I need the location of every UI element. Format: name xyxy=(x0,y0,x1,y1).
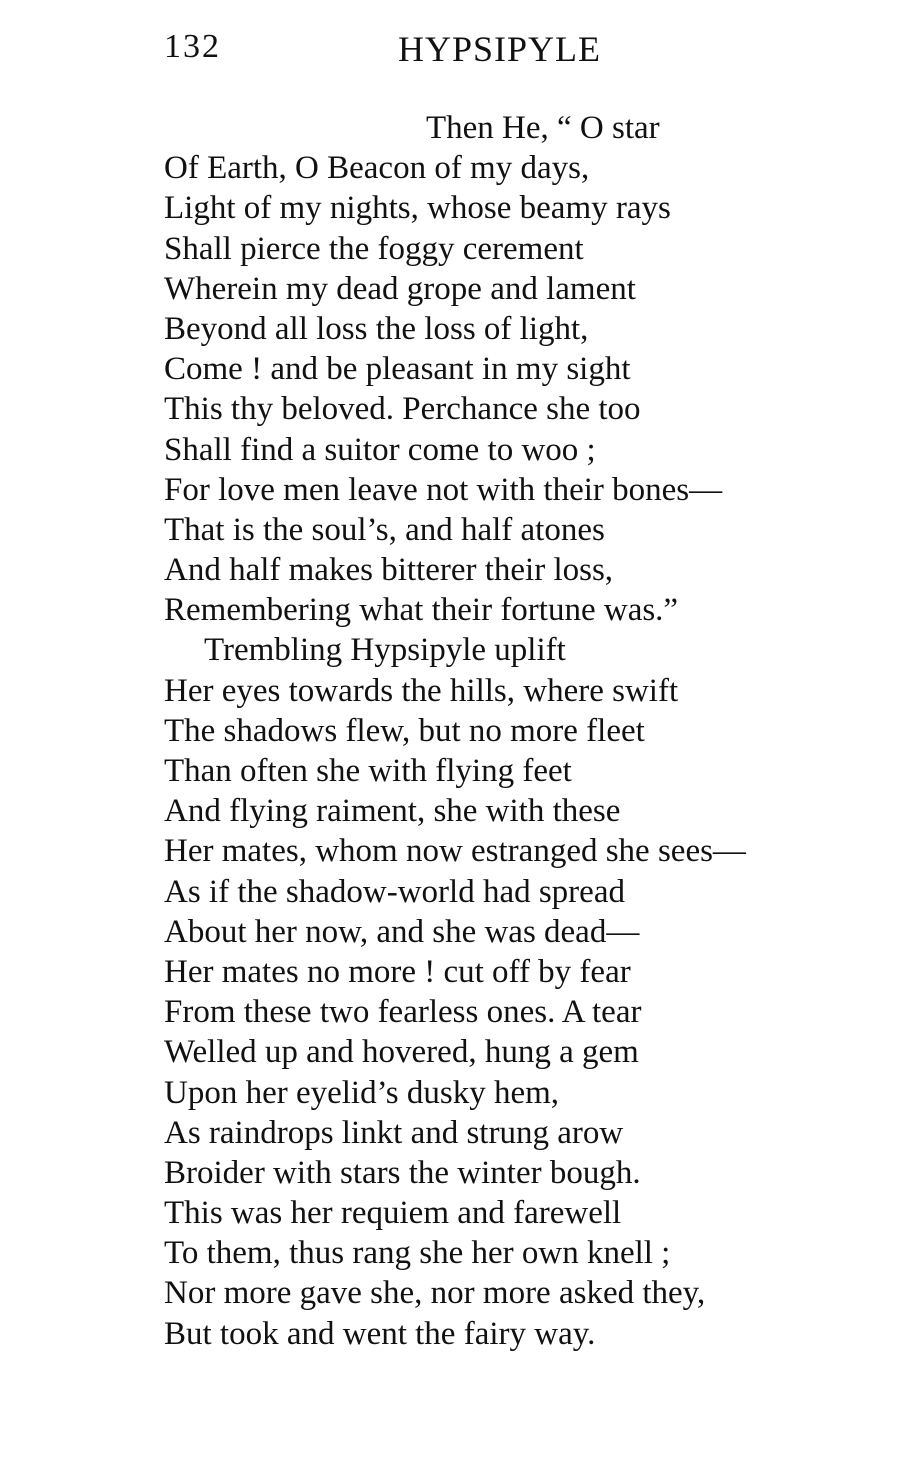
poem-line: And flying raiment, she with these xyxy=(164,793,621,830)
poem-line: This was her requiem and farewell xyxy=(164,1195,622,1232)
poem-line: Nor more gave she, nor more asked they, xyxy=(164,1275,706,1312)
poem-line: Come ! and be pleasant in my sight xyxy=(164,351,631,388)
running-title: HYPSIPYLE xyxy=(398,29,602,69)
poem-line: Her mates no more ! cut off by fear xyxy=(164,953,631,990)
poem-line: Than often she with flying feet xyxy=(164,753,572,789)
poem-line: Her eyes towards the hills, where swift xyxy=(164,672,679,709)
poem-line: Of Earth, O Beacon of my days, xyxy=(164,150,590,187)
poem-line: But took and went the fairy way. xyxy=(164,1315,596,1352)
poem-line: Wherein my dead grope and lament xyxy=(164,270,636,307)
running-head xyxy=(0,28,900,78)
poem-line: Then He, “ O star xyxy=(426,110,660,146)
poem-line: For love men leave not with their bones— xyxy=(164,471,723,508)
poem-line: Beyond all loss the loss of light, xyxy=(164,310,589,347)
poem-line: As raindrops linkt and strung arow xyxy=(164,1114,624,1151)
poem-line: Welled up and hovered, hung a gem xyxy=(164,1034,639,1071)
poem-line: Trembling Hypsipyle uplift xyxy=(204,632,566,669)
poem-line: Broider with stars the winter bough. xyxy=(164,1154,641,1191)
poem-line: This thy beloved. Perchance she too xyxy=(164,391,641,428)
poem-line: And half makes bitterer their loss, xyxy=(164,552,614,589)
page-number: 132 xyxy=(164,28,221,65)
poem-line: About her now, and she was dead— xyxy=(164,913,640,950)
poem-line: Light of my nights, whose beamy rays xyxy=(164,190,671,227)
poem-line: Shall find a suitor come to woo ; xyxy=(164,431,596,468)
poem-line: To them, thus rang she her own knell ; xyxy=(164,1235,671,1272)
poem-line: The shadows flew, but no more fleet xyxy=(164,712,645,749)
poem-text xyxy=(164,108,884,1354)
poem-line: Upon her eyelid’s dusky hem, xyxy=(164,1074,560,1111)
poem-line: From these two fearless ones. A tear xyxy=(164,994,642,1031)
poem-line: Her mates, whom now estranged she sees— xyxy=(164,833,746,870)
poem-line: Remembering what their fortune was.” xyxy=(164,592,679,629)
poem-line: Shall pierce the foggy cerement xyxy=(164,230,584,267)
poem-line: That is the soul’s, and half atones xyxy=(164,511,605,548)
poem-line: As if the shadow-world had spread xyxy=(164,873,625,910)
